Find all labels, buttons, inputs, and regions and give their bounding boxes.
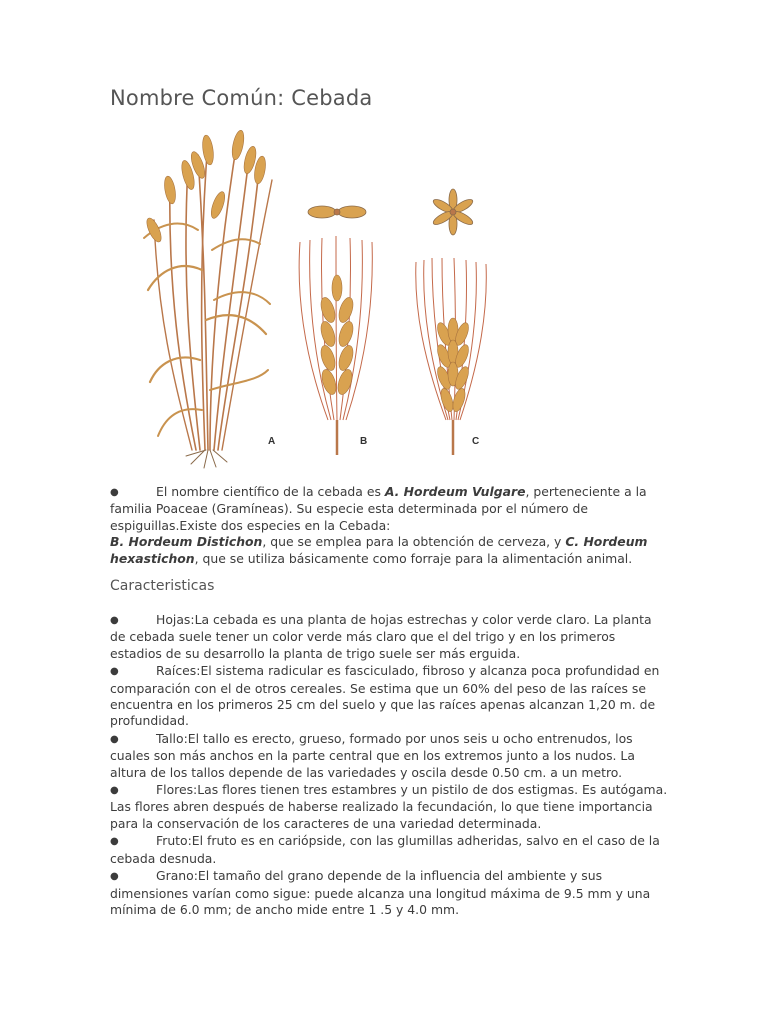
bullet-icon: ● [110,487,119,498]
list-item [110,833,670,867]
feature-text: Raíces:El sistema radicular es fasciculado, fibroso y alcanza poca profundidad en comparación con el de otros cereales. Se estima que un 60% del peso de las raíces se encuentra en los primeros 25 cm del suelo y que las raíces apenas alcanzan 1,20 m. de profundidad. [110,663,660,729]
barley-plant-figure [144,135,272,468]
intro-text-3: , que se emplea para la obtención de cerveza, y [262,534,566,550]
feature-text: Flores:Las flores tienen tres estambres y un pistilo de dos estigmas. Es autógama. Las flores abren después de haberse realizado la fecundación, lo que tiene importancia para la conservación de los caracteres de una variedad determinada. [110,782,668,831]
list-item [110,612,670,662]
list-item [110,663,670,730]
scientific-name-c: C. Hordeum hexastichon [110,534,648,566]
figure-label-c: C [472,436,480,447]
bullet-icon: ● [110,666,119,678]
bullet-icon: ● [110,871,119,883]
scientific-name-b: B. Hordeum Distichon [110,534,263,550]
intro-text-4: , que se utiliza básicamente como forraje para la alimentación animal. [194,550,633,566]
intro-text-2: , perteneciente a la familia Poaceae (Gramíneas). Su especie esta determinada por el número de espiguillas.Existe dos especies en la Cebada: [110,484,647,533]
scientific-name-a: A. Hordeum Vulgare [384,484,526,499]
bullet-icon: ● [110,785,119,797]
page-title: Nombre Común: Cebada [110,86,373,110]
barley-illustration [110,120,510,480]
feature-text: Hojas:La cebada es una planta de hojas estrechas y color verde claro. La planta de cebada suele tener un color verde más claro que el del trigo y en los primeros estadios de su desarrollo la planta de trigo suele ser más erguida. [110,612,652,661]
list-item [110,868,670,918]
intro-text-1: El nombre científico de la cebada es [156,484,385,499]
bullet-icon: ● [110,733,119,745]
barley-six-row-spike-figure [416,189,487,455]
bullet-icon: ● [110,836,119,848]
list-item [110,731,670,781]
feature-text: Grano:El tamaño del grano depende de la influencia del ambiente y sus dimensiones varían como sigue: puede alcanza una longitud máxima de 9.5 mm y una mínima de 6.0 mm; de ancho mide entre 1 .5 y 4.0 mm. [110,868,651,917]
intro-paragraph [110,484,670,567]
barley-two-row-spike-figure [299,206,372,455]
feature-text: Fruto:El fruto es en cariópside, con las glumillas adheridas, salvo en el caso de la cebada desnuda. [110,833,660,866]
figure-label-b: B [360,436,368,447]
bullet-icon: ● [110,615,119,626]
features-list [110,612,670,919]
section-heading: Caracteristicas [110,578,215,594]
figure-label-a: A [268,436,276,447]
list-item [110,782,670,832]
feature-text: Tallo:El tallo es erecto, grueso, formado por unos seis u ocho entrenudos, los cuales son más anchos en la parte central que en los extremos junto a los nudos. La altura de los tallos depende de las variedades y oscila desde 0.50 cm. a un metro. [110,730,635,780]
